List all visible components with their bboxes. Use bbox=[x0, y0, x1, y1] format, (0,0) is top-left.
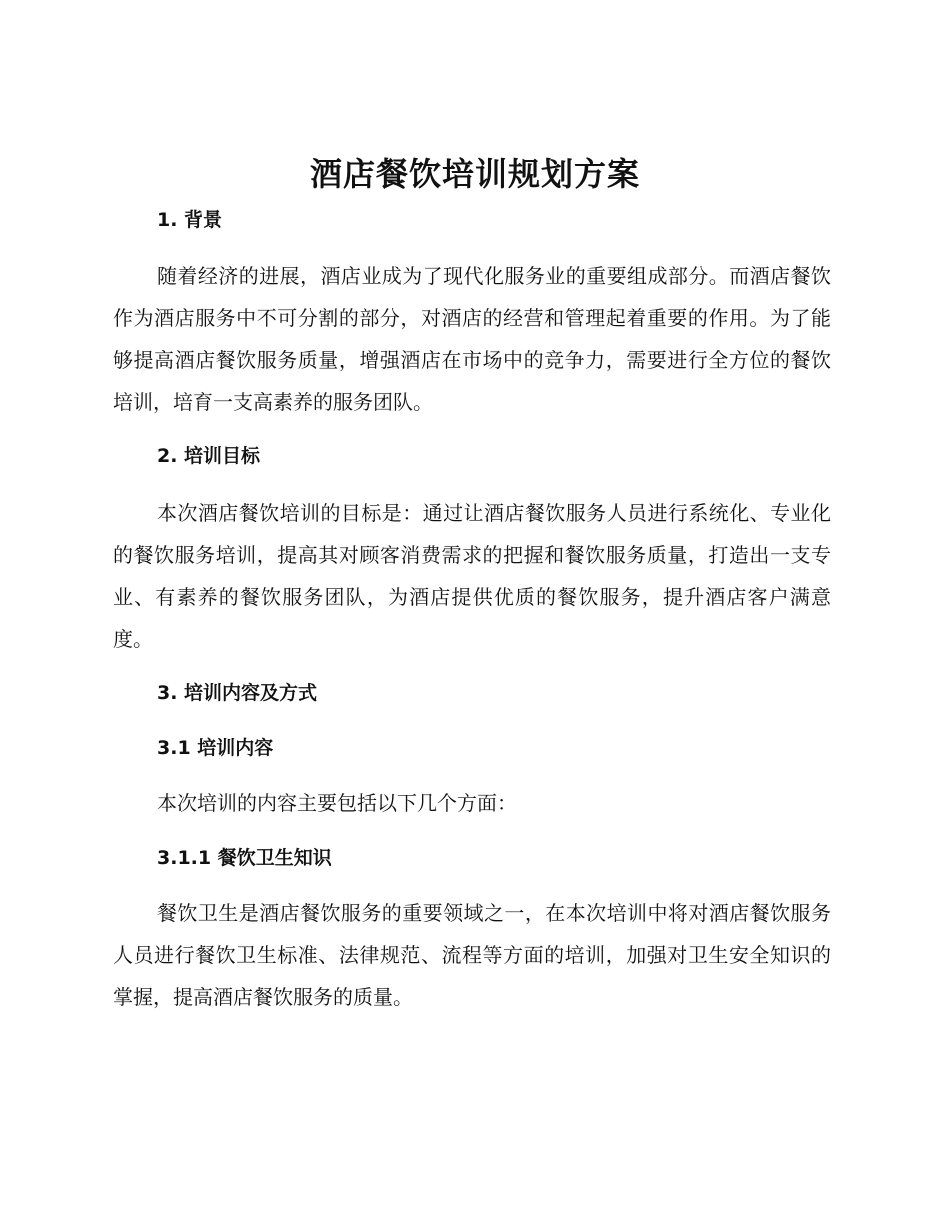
section-paragraph-training-goal: 本次酒店餐饮培训的目标是：通过让酒店餐饮服务人员进行系统化、专业化的餐饮服务培训，提高其对顾客消费需求的把握和餐饮服务质量，打造出一支专业、有素养的餐饮服务团队，为酒店提供优质的餐饮服务，提升酒店客户满意度。 bbox=[113, 501, 831, 651]
document-title: 酒店餐饮培训规划方案 bbox=[309, 155, 640, 193]
section-paragraph-training-content: 本次培训的内容主要包括以下几个方面： bbox=[157, 791, 517, 815]
section-heading-content-and-method: 3. 培训内容及方式 bbox=[157, 682, 318, 704]
section-heading-training-content: 3.1 培训内容 bbox=[157, 737, 274, 759]
section-heading-training-goal: 2. 培训目标 bbox=[157, 445, 261, 467]
section-paragraph-food-hygiene: 餐饮卫生是酒店餐饮服务的重要领域之一，在本次培训中将对酒店餐饮服务人员进行餐饮卫生标准、法律规范、流程等方面的培训，加强对卫生安全知识的掌握，提高酒店餐饮服务的质量。 bbox=[113, 901, 831, 1009]
section-heading-background: 1. 背景 bbox=[157, 209, 223, 231]
section-paragraph-background: 随着经济的进展，酒店业成为了现代化服务业的重要组成部分。而酒店餐饮作为酒店服务中不可分割的部分，对酒店的经营和管理起着重要的作用。为了能够提高酒店餐饮服务质量，增强酒店在市场中的竞争力，需要进行全方位的餐饮培训，培育一支高素养的服务团队。 bbox=[113, 264, 831, 414]
section-heading-food-hygiene: 3.1.1 餐饮卫生知识 bbox=[157, 847, 332, 869]
